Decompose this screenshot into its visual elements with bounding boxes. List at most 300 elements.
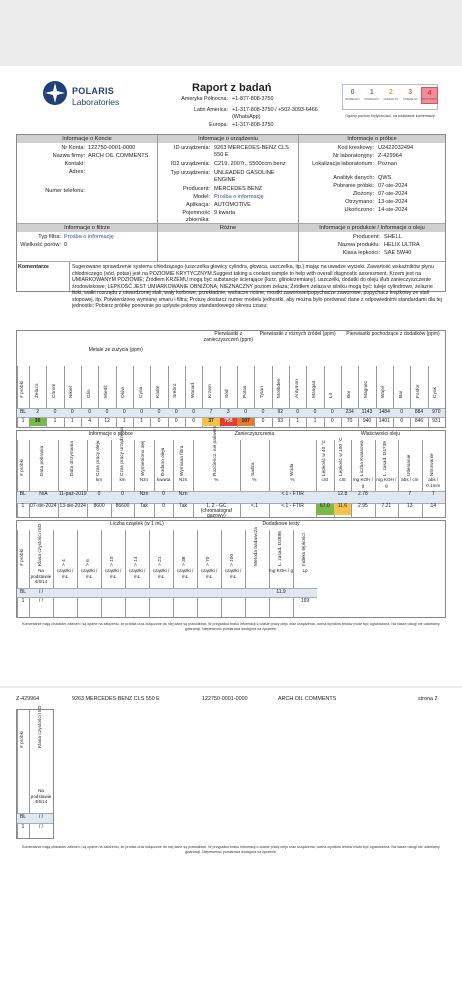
field-label: Nazwa firmy: [52,153,85,159]
logo-star-icon [42,80,68,106]
group-header: Właściwości oleju [360,431,401,437]
sample-cell: 1 [296,418,300,424]
unit-label: cząstki / mL [152,568,170,579]
column-header: Wanad [190,382,196,398]
p2-unit: 9263 MERCEDES-BENZ CLS 550 E [72,696,160,702]
baseline-cell: BL [19,589,27,595]
sample-cell: 0 [330,418,334,424]
baseline-cell: 92 [277,409,284,415]
sample-cell: 1 [21,418,25,424]
divider [157,135,158,261]
baseline-cell: 0 [140,409,144,415]
unit-header: Informacje o urządzeniu [158,135,298,143]
sample-cell: 1 [21,598,25,604]
brand-name: POLARIS [72,86,115,96]
column-header: Data otrzymania [69,441,75,476]
unit-label: kwarta [156,477,171,482]
baseline-cell: BL [19,409,27,415]
p2-table-border [16,705,54,839]
field-value: SHELL [384,234,402,240]
baseline-cell: 7 [209,409,213,415]
field-value: Poznan [378,161,397,167]
unit-label: abs / cm [401,477,419,482]
sample-cell: / / [38,598,44,604]
column-header: > 70 [206,556,211,566]
unit-label: cSt [321,477,329,482]
p2-page-number: strona 2 [418,696,438,702]
field-label: Pobranie próbki: [333,183,374,189]
sample-cell: 0 [157,418,161,424]
column-header: Lepkość w 100 °C [339,437,345,476]
baseline-cell: 0 [313,409,317,415]
field-value: 14-sie-2024 [378,207,408,213]
unit-label [58,477,87,491]
sample-cell: 1401 [378,418,390,424]
sample-cell: 12 [104,418,110,424]
unit-label: cząstki / mL [104,568,122,579]
column-header: > 4 [62,559,67,566]
baseline-cell: 0 [88,409,92,415]
sample-cell: 0 [162,503,165,509]
sample-cell: 846 [414,418,424,424]
baseline-cell: <.1 - FTIR [281,491,304,497]
sample-cell: 93 [277,418,284,424]
column-header: > 10 [110,556,115,566]
baseline-cell [293,589,317,597]
unit-label: mg KOH / g [269,568,293,573]
divider [298,135,299,261]
field-value: ARCH OIL COMMENTS [88,153,149,159]
column-header: Klasa czystości ISO [38,705,43,748]
unit-label: Lp [302,568,308,573]
unit-label: Na podstawie 4/6/14 [30,568,52,584]
baseline-cell: 0 [53,409,57,415]
column-header: # próbki [19,458,25,476]
column-header: Sadza [251,462,257,476]
field-label: Ukończono: [344,207,374,213]
oil-header: Informacje o produkcie / Informacje o oleju [299,224,445,232]
column-header: Nikiel [69,386,75,398]
baseline-cell [197,589,221,597]
field-value: Prośba o informację [214,194,264,200]
contact-label: Latin America: [193,107,228,113]
baseline-cell: 234 [345,409,354,415]
field-value: QWS [378,175,392,181]
filter-header: Informacje o filtrze [17,224,157,232]
column-header: Lit [329,392,335,398]
unit-label: cSt [339,477,346,482]
brand-sub: Laboratories [72,97,120,107]
sample-cell [77,598,101,606]
baseline-cell: 884 [414,409,424,415]
sample-cell [221,598,245,606]
column-header: Liczba Kwasowa [359,440,365,476]
baseline-cell: 970 [432,409,441,415]
contact-value: +1-877-808-3750 [232,96,274,102]
sample-cell: 1 [21,824,25,830]
unit-label: km [119,477,126,482]
sample-cell: 7.21 [381,503,392,509]
column-header: Cyna [138,386,144,398]
contact-label: Europa: [209,122,228,128]
field-value: HELIX ULTRA [384,242,420,248]
field-label: ID2 urządzenia: [170,161,210,167]
field-value: MERCEDES BENZ [214,186,263,192]
baseline-cell: 11.9 [276,589,286,595]
divider [17,261,445,262]
background-top [0,0,462,66]
group-header: Liczba cząstek (w 1 mL) [110,521,164,527]
sample-cell: Tak [140,503,148,509]
field-label: Lokalizacja laboratorium: [312,161,374,167]
baseline-cell: BL [19,814,27,820]
sample-cell: 86600 [115,503,130,509]
sample-cell [101,598,125,606]
severity-level-2: 2 [382,87,399,104]
sample-cell: 30 [29,418,46,426]
field-label: Nr laboratoryjny: [332,153,374,159]
baseline-cell: 12.8 [337,491,348,497]
sample-cell: 11.6 [334,504,352,515]
baseline-cell: 0 [105,409,109,415]
sample-cell: 67.0 [316,504,334,515]
unit-label: % [252,477,257,482]
sample-cell: 1 [140,418,144,424]
sample-cell: Tak [179,503,187,509]
contact-value: +1-317-808-3750 / +502-3093-6466 (WhatsApp) [232,107,318,120]
severity-level-1: 1 [363,87,380,104]
column-header: Wymieniono olej [141,440,147,476]
baseline-cell: 0 [296,409,300,415]
unit-label: Na podstawie 4/6/14 [30,788,52,804]
column-header: Lepkość w 40 °C [321,439,327,476]
p2-company: ARCH OIL COMMENTS [278,696,337,702]
baseline-cell: 0 [174,409,178,415]
severity-label: NORMALNY [383,98,399,101]
baseline-cell [173,589,197,597]
comments-text: Sugerowane sprawdzenie systemu chłodzącego (uszczelka głowicy cylindra, głowica, uszczelka, itp.) mając na uwadze wycieki. Zawartość wskaźników płynu chłodniczego (sód, potas) jest na POZIOMIE KRYTYCZNYM.Suggest taking a coolant sample to help with overall diagnostic assessment. Krzem jest na UMIARKOWANYM POZIOMIE; Źródłem KRZEMU mogą być substancje ścierające (kurz, glinokrzemiany), uszczelki, dodatki do oleju i/lub zanieczyszczenie środowiskowe; LEPKOŚĆ JEST UMIARKOWANIE OBNIŻONA; NIEZNACZNY poziom żelaza; Źródłem żelaza w silniku mogą być: tuleje cylindrowe, żelazne tłoki, wałki rozrządu z utwardzonej stali, wały korbowe, przekładnie, wahacze nośne, mostki zaworowe/popychacze zaworowe, popychacz krążkowy ze stali stopowej, itp. Potwierdzono wymianę smaru i filtra; Proszę dostarcz numer modelu jednostki, aby można było porównać dane z odpowiednimi standardami dla tej jednostki; Pobierz próbkę ponownie po upływie połowy standardowego okresu czasu; [72,264,442,309]
p2-footnote: Komentarze mają charakter zaleceń i są oparte na założeniu, że próbka oraz dołączone do niej dane są prawidłowe. W przypadku braku informacji o czasie pracy oleju oraz urządzenia, ocena wyników testów może być ograniczona. Na nasze usługi nie udzielamy gwarancji. Niepewność pomiarowa dostępna na życzenie. [22,845,440,854]
column-header: L. zasad. D4739 [383,441,389,476]
sample-header: Informacje o próbce [299,135,445,143]
column-header: Dodano oleju [160,447,166,476]
field-value: 07-sie-2024 [378,191,408,197]
sample-cell [53,598,77,606]
group-header: Zanieczyszczenia [234,431,275,437]
sample-cell [245,598,269,606]
sample-cell: 107 [237,418,254,426]
report-page-2 [12,688,450,1000]
sample-cell: 931 [432,418,441,424]
unit-label [17,568,29,586]
baseline-cell: 0 [157,409,161,415]
unit-label: cząstki / mL [224,568,242,579]
column-header: Czas pracy oleju [96,440,102,476]
sample-cell: 0 [261,418,265,424]
unit-label: abs / 0.1mm [426,477,441,488]
baseline-cell: 1143 [361,409,373,415]
field-value: AUTOMOTIVE [214,202,251,208]
field-value: 13-sie-2024 [378,199,408,205]
column-header: Chrom [52,383,57,398]
baseline-cell: Nzn [178,491,188,497]
sample-cell: 0 [174,418,178,424]
baseline-cell: 11-paź-2019 [58,491,87,497]
metal-group-header: Metale ze zużycia (ppm) [88,347,143,353]
sample-cell: <.1 - FTIR [281,503,304,509]
severity-label: KRYTYCZNY [421,98,438,101]
column-header: > 38 [182,556,187,566]
severity-note: Ogólny poziom krytyczności, na podstawie komentarzy [345,114,435,118]
baseline-cell [125,589,149,597]
unit-label: cząstki / mL [128,568,146,579]
baseline-cell: 0 [244,409,248,415]
sample-cell: 940 [362,418,372,424]
column-header: Rozcieńcz. nie paliwem [213,425,219,476]
column-header: > 6 [86,559,91,566]
unit-label [245,568,269,586]
misc-header: Różne [158,224,298,232]
severity-label: NORMALNY [364,98,380,101]
unit-label: cząstki / mL [200,568,218,579]
unit-label [29,477,58,491]
baseline-cell [245,589,269,597]
column-header: Magnez [364,380,369,398]
baseline-cell: 3 [226,409,230,415]
baseline-cell: 0 [261,409,265,415]
baseline-cell: 2 [36,409,40,415]
sample-cell: 1 [70,418,74,424]
column-header: Molibden [277,378,283,398]
column-header: Woda [289,463,295,476]
column-header: Fosfor [416,384,421,398]
baseline-cell: 0 [70,409,74,415]
account-header: Informacje o Koncie [17,135,157,143]
metal-group-header: Pierwiastki z różnych źródeł (ppm) [259,331,336,337]
column-header: Wymiana filtra [180,445,186,476]
unit-label: mg KOH / g [352,477,373,488]
baseline-cell: 7 [408,491,412,497]
baseline-cell: Nzn [139,491,149,497]
baseline-cell: N/A [39,491,48,497]
baseline-cell [77,589,101,597]
field-label: ID urządzenia: [173,145,210,151]
report-page-1 [12,66,450,686]
column-header: Tytan [260,386,265,398]
baseline-cell: 0 [122,409,126,415]
metal-group-header: Pierwiastki pochodzące z dodatków (ppm) [346,331,440,337]
severity-label: NORMALNY [345,98,360,101]
baseline-cell [53,589,77,597]
sample-cell: 1 [122,418,126,424]
field-value: SAE 5W40 [384,250,412,256]
column-header: Potas [242,385,248,398]
unit-label [17,477,29,491]
baseline-cell [149,589,173,597]
field-label: Numer telefonu: [45,188,85,194]
sample-cell: 1 [21,503,25,509]
column-header: Sód [225,389,231,398]
p2-lab-number: Z-429964 [16,696,40,702]
column-header: Kadm [156,385,161,398]
field-label: Otrzymano: [345,199,374,205]
column-header: Bar [398,390,404,398]
unit-label: Nzn [139,477,149,482]
report-title: Raport z badań [192,82,272,94]
sample-cell: 13 [407,503,413,509]
severity-scale [342,84,438,110]
field-label: Producent: [182,186,210,192]
column-header: Srebro [173,383,179,398]
field-label: Złożony: [352,191,374,197]
sample-cell [149,598,173,606]
field-value: 122750-0001-0000 [88,145,136,151]
column-header: Antymon [294,379,300,398]
sample-cell: 1 [53,418,57,424]
column-header: Cynk [433,387,439,398]
baseline-cell [221,589,245,597]
field-value: 9 kwarta [214,210,236,216]
contact-value: +1-317-808-3750 [232,122,274,128]
sample-cell: 1, 2 - GC (chromatograf gazowy) [200,503,232,519]
polaris-logo [42,80,152,114]
baseline-cell: 7 [431,491,435,497]
column-header: Bor [346,390,352,398]
column-header: Czas pracy urządzenia [119,427,125,476]
sample-cell: 0 [192,418,196,424]
sample-cell: 1 [313,418,317,424]
field-label: Kod kreskowy: [337,145,374,151]
column-header: Ołów [121,387,127,398]
baseline-cell: 2.78 [358,491,368,497]
baseline-cell: / / [38,589,44,595]
unit-label: mg KOH / g [376,477,397,488]
column-header: Miedź [104,385,109,398]
column-header: Krzem [208,384,213,398]
field-label: Analityk danych: [333,175,374,181]
baseline-cell: / / [38,814,44,820]
field-label: Adres: [68,169,85,175]
baseline-cell: 0 [192,409,196,415]
column-header: > 14 [134,556,139,566]
column-header: > 100 [230,553,235,566]
unit-label: Nzn [179,477,188,482]
sample-cell: 4 [88,418,92,424]
field-value: 9263 MERCEDES-BENZ CLS 550 E [214,145,289,158]
field-label: Model: [193,194,210,200]
baseline-cell: 0 [162,491,165,497]
baseline-cell [240,492,269,503]
column-header: Data pobrania [40,445,46,476]
sample-cell: 0 [400,418,404,424]
unit-label: % [214,477,219,482]
severity-level-0: 0 [344,87,361,104]
unit-label: cząstki / mL [80,568,98,579]
sample-cell [269,598,293,606]
column-header: Wapń [381,385,387,398]
baseline-cell: 0 [97,491,101,497]
sample-cell: 2.95 [358,503,368,509]
sample-cell: 70 [346,418,353,424]
column-header: Mangan [312,380,317,398]
comments-label: Komentarze [18,264,49,270]
field-value: U2422032494 [378,145,414,151]
field-label: Typ filtra: [38,234,61,240]
field-label: Typ urządzenia: [170,170,210,176]
unit-label: km [96,477,103,482]
field-label: Nr Konta: [61,145,85,151]
p2-account: 122750-0001-0000 [202,696,248,702]
field-label: Klasa lepkości: [342,250,380,256]
divider [17,223,445,224]
column-header: Nitrowanie [430,453,436,476]
baseline-cell [101,589,125,597]
sample-cell [125,598,149,606]
sample-cell: / / [38,824,44,830]
sample-cell: 758 [220,418,237,426]
contact-label: Ameryka Północna: [181,96,228,102]
column-header: # próbki [20,380,25,398]
sample-cell: <.1 [250,503,258,509]
sample-cell [197,598,221,606]
field-value: 07-sie-2024 [378,183,408,189]
group-header: Dodatkowe testy [262,521,300,527]
field-value: C219, 2007r., 5500ccm benz [214,161,286,167]
column-header: L. zasad. D2896 [278,531,283,566]
field-label: Pojemność zbiornika: [182,210,210,223]
baseline-cell: 0 [121,491,124,497]
field-value: UNLEADED GASOLINE ENGINE [214,170,275,183]
column-header: Utlenianie [406,454,412,476]
column-header: # próbki [20,730,25,748]
baseline-cell: 0 [330,409,334,415]
field-value: Prośba o informację [64,234,114,240]
sample-cell: 8600 [93,503,105,509]
unit-label: cząstki / mL [176,568,194,579]
column-header: > 21 [158,556,163,566]
sample-cell: 13-sie-2024 [59,503,86,509]
baseline-cell: 0 [400,409,404,415]
divider [69,262,70,292]
sample-cell: 169 [300,598,310,604]
column-header: Glin [86,389,92,398]
baseline-cell: BL [19,491,26,497]
unit-label: % [290,477,295,482]
footnote: Komentarze mają charakter zaleceń i są oparte na założeniu, że próbka oraz dołączone do niej dane są prawidłowe. W przypadku braku informacji o czasie pracy oleju oraz urządzenia, ocena wyników testów może być ograniczona. Na naszе usługi nie udzielamy gwarancji. Niepewność pomiarowa dostępna na życzenie. [22,622,440,631]
column-header: # próbki [20,548,25,566]
field-label: Kontakt: [64,161,85,167]
column-header: Metoda badawcza [254,527,259,566]
field-value: Z-429964 [378,153,402,159]
field-label: Aplikacja: [186,202,210,208]
severity-level-4: 4 [421,87,438,104]
severity-level-3: 3 [402,87,419,104]
field-value: 0 [64,242,68,248]
metal-group-header: Pierwiastki z zanieczyszczeń (ppm) [203,331,254,343]
sample-cell: 37 [202,418,219,426]
baseline-cell [193,492,240,503]
field-label: Producent: [352,234,380,240]
group-header: Informacje o próbce [88,431,133,437]
sample-cell [173,598,197,606]
column-header: Żelazo [34,383,40,398]
baseline-cell: 1484 [378,409,390,415]
severity-label: NORMALNY [402,98,418,101]
column-header: Indeks lepkości [302,533,307,566]
baseline-cell [316,492,334,503]
sample-cell: 07-sie-2024 [30,503,57,509]
unit-label: cząstki / mL [56,568,74,579]
